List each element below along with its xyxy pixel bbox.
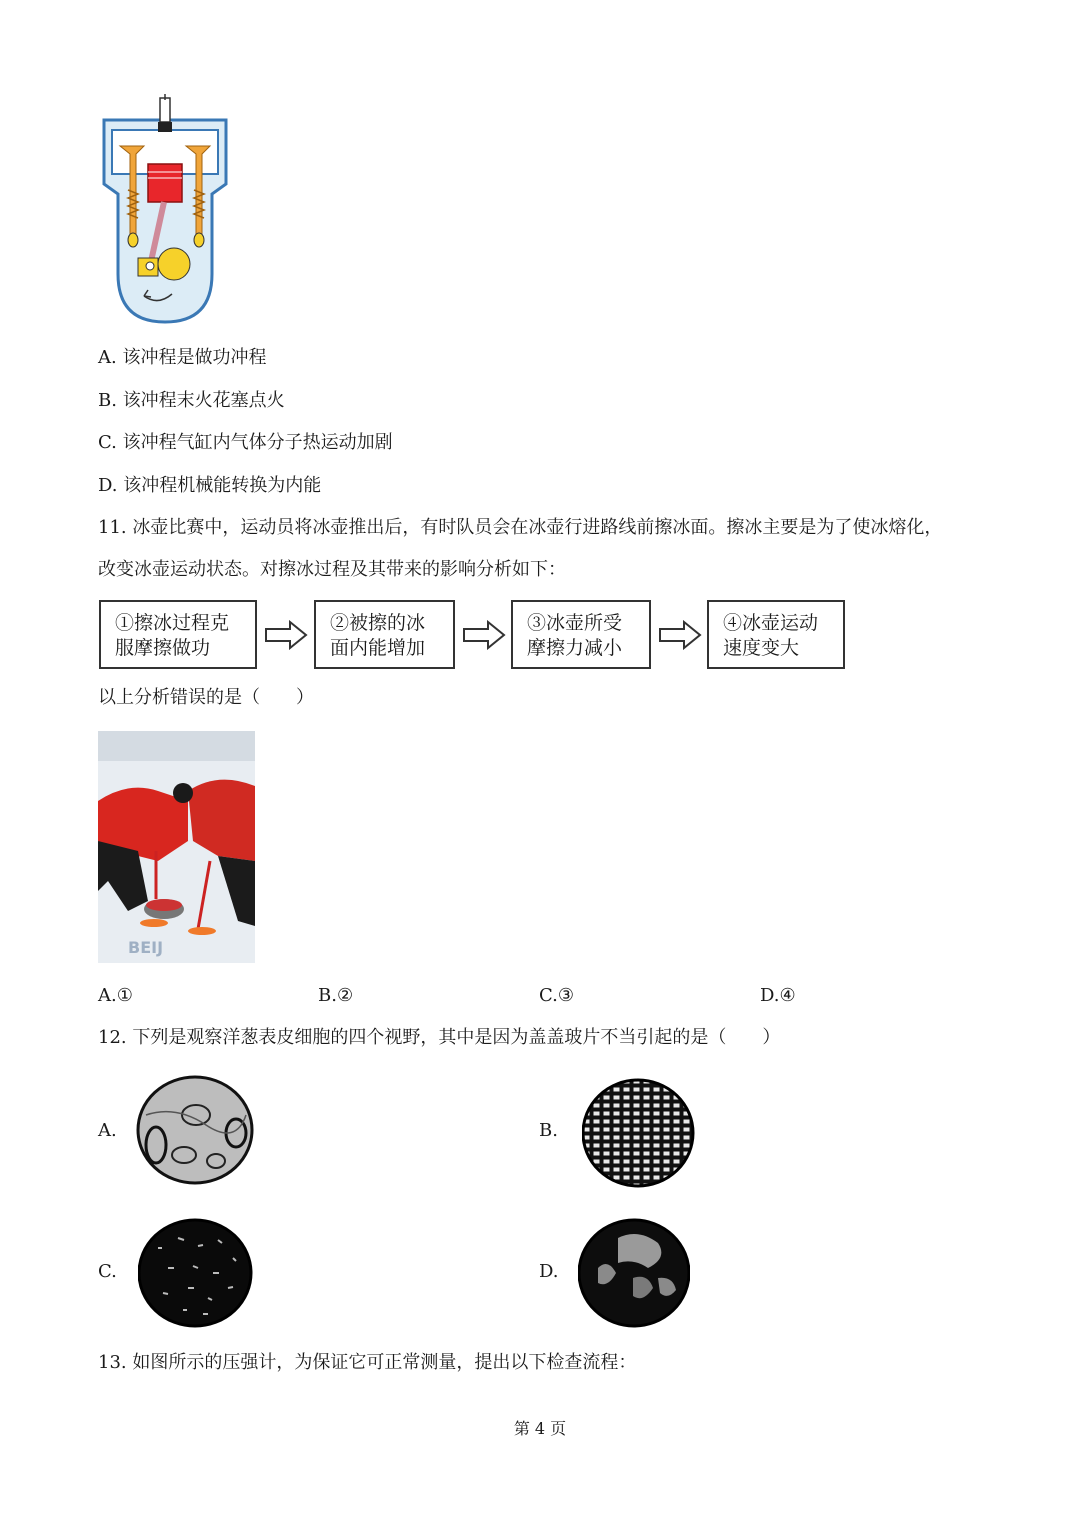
engine-stroke-diagram-icon — [98, 94, 232, 326]
microscope-view-overlap-icon — [578, 1218, 690, 1328]
q11-stem-line2: 改变冰壶运动状态。对擦冰过程及其带来的影响分析如下： — [98, 559, 566, 580]
q12-option-c-label: C. — [98, 1261, 117, 1282]
q12-option-b-label: B. — [539, 1120, 558, 1141]
q10-option-c: C. 该冲程气缸内气体分子热运动加剧 — [98, 432, 393, 453]
q11-option-c: C.③ — [539, 985, 574, 1006]
flow-step-1: ①擦冰过程克 服摩擦做功 — [99, 600, 257, 669]
q11-option-d: D.④ — [760, 985, 796, 1006]
right-arrow-icon — [264, 620, 308, 650]
q13-stem: 13. 如图所示的压强计，为保证它可正常测量，提出以下检查流程： — [98, 1352, 637, 1373]
q10-option-a: A. 该冲程是做功冲程 — [98, 347, 267, 368]
flow-step-3: ③冰壶所受 摩擦力减小 — [511, 600, 651, 669]
q11-option-a: A.① — [98, 985, 133, 1006]
microscope-view-dark-icon — [138, 1218, 253, 1328]
q12-option-a-label: A. — [98, 1120, 117, 1141]
q11-stem-line1: 11. 冰壶比赛中，运动员将冰壶推出后，有时队员会在冰壶行进路线前擦冰面。擦冰主要是为了使冰熔化， — [98, 517, 943, 538]
photo-caption: BEIJ — [128, 938, 164, 957]
q12-stem: 12. 下列是观察洋葱表皮细胞的四个视野，其中是因为盖盖玻片不当引起的是（ ） — [98, 1027, 781, 1048]
page-number: 第 4 页 — [513, 1419, 567, 1438]
q10-option-b: B. 该冲程末火花塞点火 — [98, 390, 285, 411]
flow-step-2: ②被擦的冰 面内能增加 — [314, 600, 455, 669]
q10-option-d: D. 该冲程机械能转换为内能 — [98, 475, 322, 496]
q12-option-d-label: D. — [539, 1261, 559, 1282]
microscope-view-bubbles-icon — [136, 1075, 254, 1185]
curling-photo-icon — [98, 731, 255, 963]
right-arrow-icon — [462, 620, 506, 650]
q11-question: 以上分析错误的是（ ） — [98, 687, 314, 708]
microscope-view-dense-cells-icon — [582, 1078, 695, 1188]
right-arrow-icon — [658, 620, 702, 650]
flow-step-4: ④冰壶运动 速度变大 — [707, 600, 845, 669]
q11-option-b: B.② — [318, 985, 354, 1006]
